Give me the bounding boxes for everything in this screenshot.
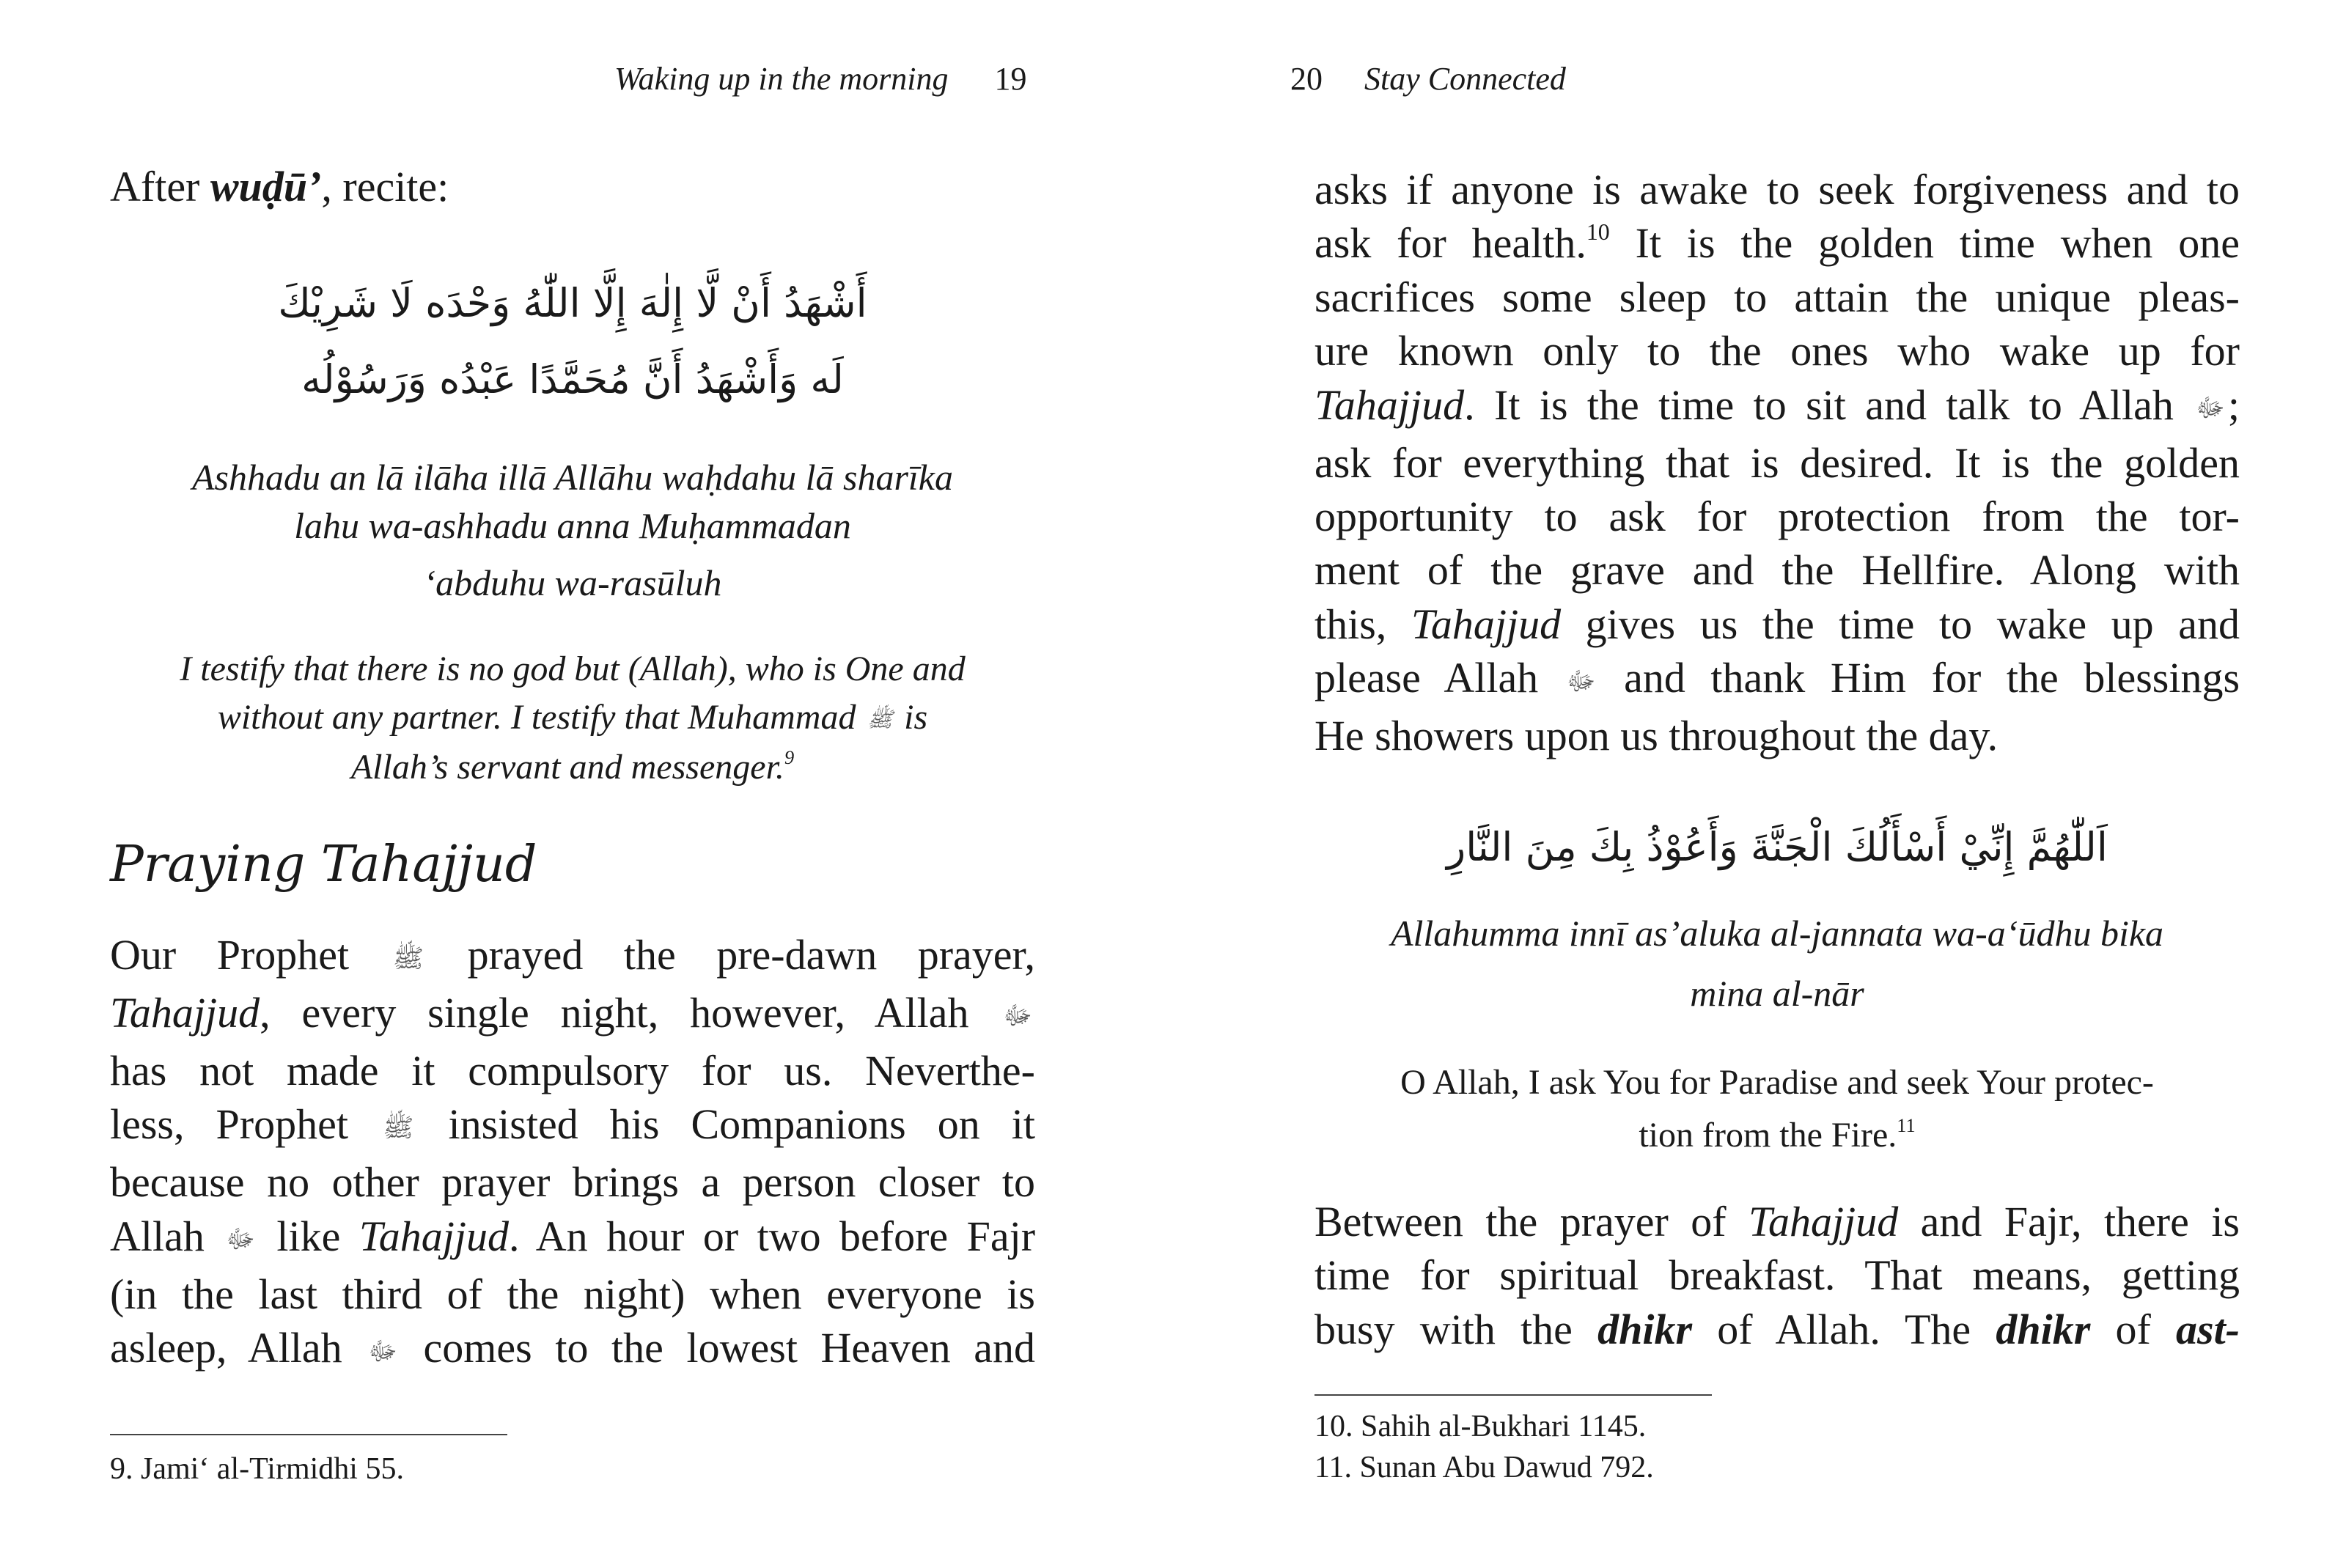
text-line: because no other prayer brings a person closer to [110, 1158, 1035, 1207]
footnote-rule [1314, 1394, 1712, 1396]
section-heading: Praying Tahajjud [110, 836, 537, 894]
text-line: Tahajjud. It is the time to sit and talk to Allah ﷻ; [1314, 378, 2240, 436]
arabic-dua [1314, 809, 2240, 886]
footnote-rule [110, 1434, 507, 1435]
text-line: opportunity to ask for protection from the tor- [1314, 492, 2240, 540]
translit-line: Ashhadu an lā ilāha illā Allāhu waḥdahu lā sharīka [191, 457, 953, 498]
translation [110, 645, 1035, 792]
text-line: ure known only to the ones who wake up for [1314, 327, 2240, 375]
running-title: Waking up in the morning [614, 61, 949, 97]
arabic-shahada [110, 265, 1035, 418]
text-line: Between the prayer of Tahajjud and Fajr, there is [1314, 1198, 2240, 1245]
text-line: less, Prophet ﷺ insisted his Companions on it [110, 1097, 1035, 1155]
arabic-line: لَه وَأَشْهَدُ أَنَّ مُحَمَّدًا عَبْدُه وَرَسُوْلُه [301, 356, 844, 402]
translation-line: O Allah, I ask You for Paradise and seek Your protec- [1400, 1063, 2154, 1102]
allah-honorific-icon: ﷻ [2196, 394, 2225, 424]
wudu-term: wuḍū’ [210, 163, 322, 210]
translit-line: Allahumma innī as’aluka al-jannata wa-a‘ūdhu bika [1390, 913, 2164, 954]
text-line: time for spiritual breakfast. That means, getting [1314, 1251, 2240, 1300]
salawat-icon: ﷺ [392, 943, 424, 973]
arabic-line: اَللّٰهُمَّ إِنِّيْ أَسْأَلُكَ الْجَنَّةَ وَأَعُوْذُ بِكَ مِنَ النَّارِ [1446, 824, 2108, 870]
translation-line: without any partner. I testify that Muhammad ﷺ is [110, 693, 1035, 743]
footnote-ref: 10 [1586, 219, 1610, 246]
arabic-line: أَشْهَدُ أَنْ لَّا إِلٰهَ إِلَّا اللّٰهُ وَحْدَه لَا شَرِيْكَ [278, 280, 867, 326]
text-line: ask for everything that is desired. It is the golden [1314, 438, 2240, 487]
translation-line: tion from the Fire.$^{11}$ [1639, 1114, 1916, 1155]
text-line: sacrifices some sleep to attain the unique pleas- [1314, 273, 2240, 321]
text-line: please Allah ﷻ and thank Him for the blessings [1314, 651, 2240, 709]
translit-line: lahu wa-ashhadu anna Muḥammadan [294, 505, 851, 546]
right-page [1173, 0, 2346, 1568]
translation-line: I testify that there is no god but (Allah), who is One and [180, 649, 966, 688]
footnote-ref: 11 [1897, 1114, 1916, 1137]
intro-line: After wuḍū’, recite: [110, 163, 449, 210]
allah-honorific-icon: ﷻ [1003, 1001, 1032, 1031]
text-line: busy with the dhikr of Allah. The dhikr of ast- [1314, 1305, 2240, 1353]
footnote-ref: 9 [784, 746, 795, 769]
text-line: (in the last third of the night) when everyone is [110, 1270, 1035, 1318]
translit-line: mina al-nār [1690, 973, 1864, 1014]
page-number: 20 [1290, 61, 1323, 97]
footnote: 11. Sunan Abu Dawud 792. [1314, 1451, 1654, 1484]
text-line: Allah ﷻ like Tahajjud. An hour or two before Fajr [110, 1210, 1035, 1267]
allah-honorific-icon: ﷻ [1566, 666, 1596, 696]
allah-honorific-icon: ﷻ [368, 1336, 397, 1366]
text-line: He showers upon us throughout the day. [1314, 712, 1998, 760]
salawat-icon: ﷺ [383, 1113, 414, 1143]
running-title: Stay Connected [1364, 61, 1566, 97]
text-line: asks if anyone is awake to seek forgiveness and to [1314, 166, 2240, 213]
translit-line: ‘abduhu wa-rasūluh [423, 562, 722, 603]
salawat-icon: ﷺ [867, 707, 893, 732]
paragraph [1314, 163, 2240, 763]
transliteration [1314, 909, 2240, 1017]
footnote: 9. Jami‘ al-Tirmidhi 55. [110, 1452, 404, 1486]
text-line: this, Tahajjud gives us the time to wake up and [1314, 600, 2240, 648]
text-line: has not made it compulsory for us. Neverthe- [110, 1046, 1035, 1094]
transliteration [110, 453, 1035, 607]
footnote: 10. Sahih al-Bukhari 1145. [1314, 1410, 1647, 1443]
translation [1314, 1059, 2240, 1160]
running-head-right [1290, 60, 1566, 97]
page-number: 19 [994, 61, 1027, 97]
translation-line: Allah’s servant and messenger.$^9$ [350, 746, 795, 787]
running-head-left [614, 60, 1026, 97]
paragraph [1314, 1195, 2240, 1356]
text-line: Our Prophet ﷺ prayed the pre-dawn prayer, [110, 928, 1035, 986]
text-line: ment of the grave and the Hellfire. Along with [1314, 546, 2240, 595]
text-line: ask for health.$^{10}$ It is the golden time when one [1314, 219, 2240, 268]
text-line: Tahajjud, every single night, however, Allah ﷻ [110, 986, 1035, 1044]
paragraph [110, 928, 1035, 1379]
allah-honorific-icon: ﷻ [226, 1225, 255, 1255]
text-line: asleep, Allah ﷻ comes to the lowest Heaven and [110, 1321, 1035, 1379]
